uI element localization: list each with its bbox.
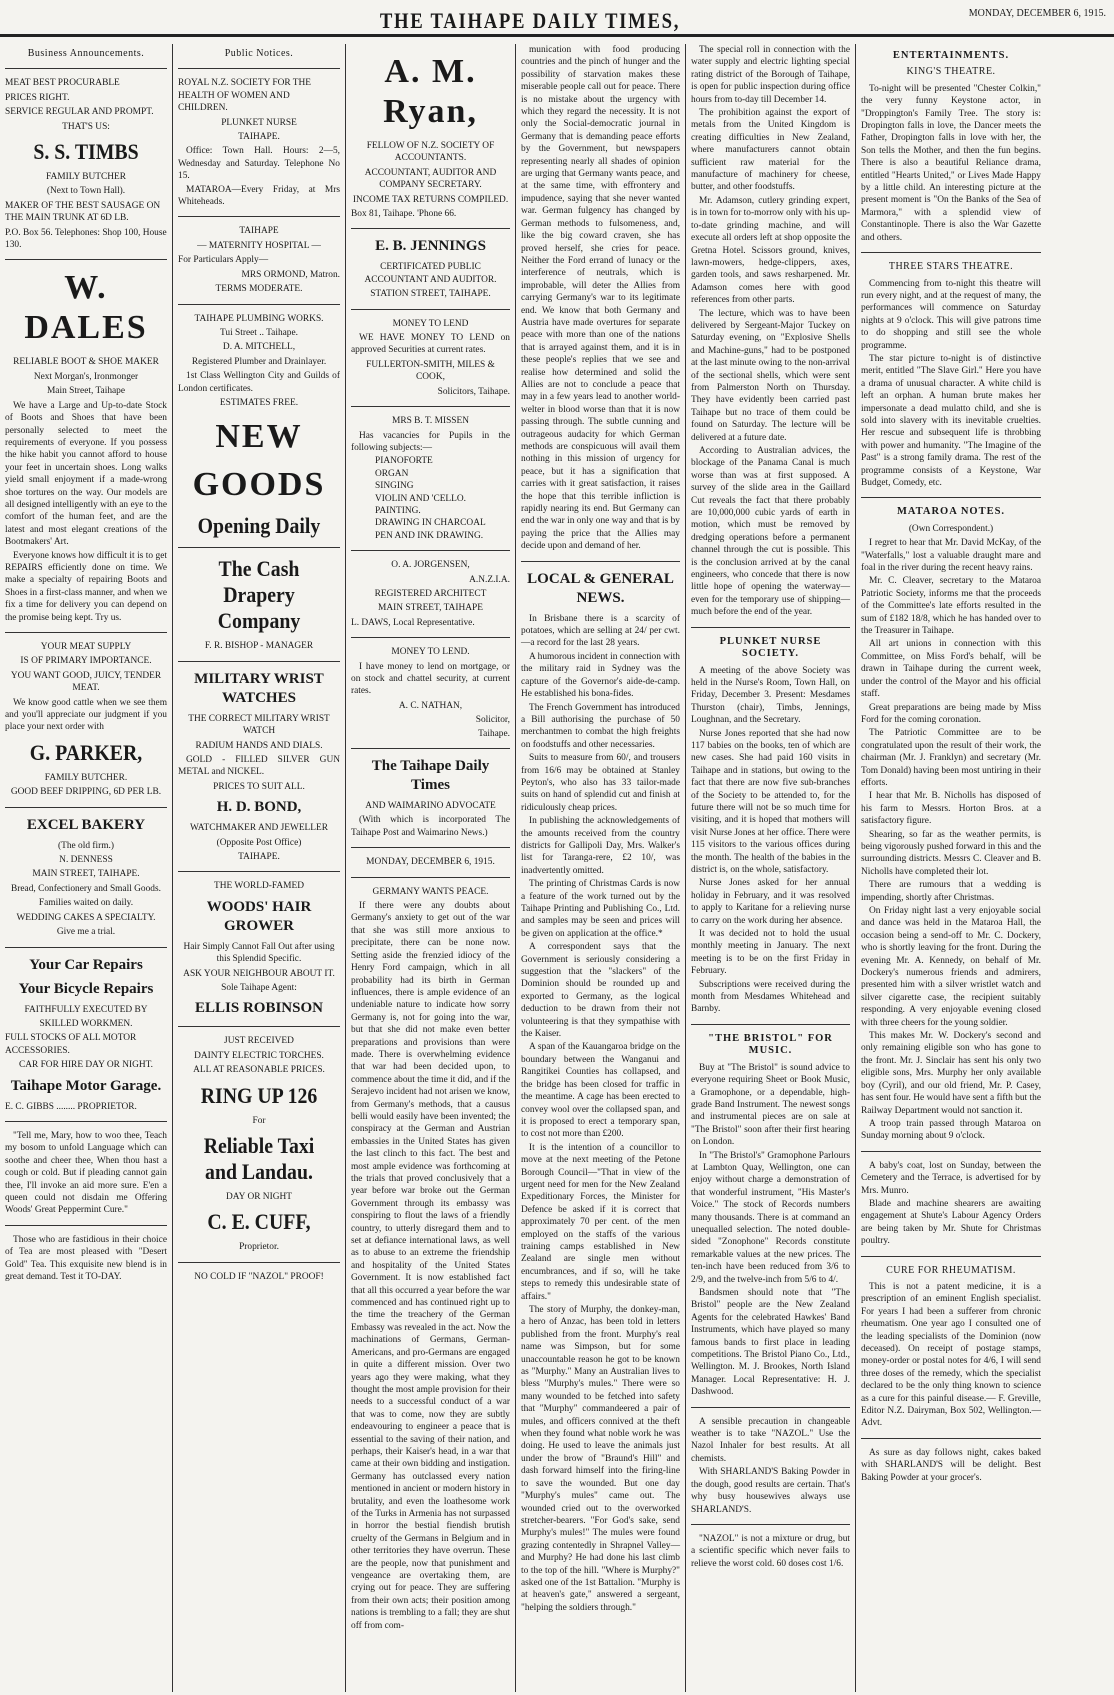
divider bbox=[5, 1225, 167, 1226]
divider bbox=[351, 637, 510, 638]
centered-line: CAR FOR HIRE DAY OR NIGHT. bbox=[18, 1060, 154, 1071]
column-4 bbox=[516, 44, 685, 1692]
text-line: P.O. Box 56. Telephones: Shop 100, House 130. bbox=[5, 227, 167, 251]
right-aligned-line: Solicitors, Taihape. bbox=[437, 386, 510, 397]
centered-line: CERTIFICATED PUBLIC ACCOUNTANT AND AUDITOR. bbox=[364, 262, 497, 285]
right-aligned-line: Solicitor, bbox=[475, 715, 510, 726]
article-paragraph: A humorous incident in connection with the military raid in Sydney was the capture of the Governor's aide-de-camp. He established his bona-fides. bbox=[521, 651, 680, 700]
centered-line: MONDAY, DECEMBER 6, 1915. bbox=[366, 857, 495, 868]
advert-large-display-text: A. M. Ryan, bbox=[383, 53, 478, 130]
centered-line: JUST RECEIVED bbox=[224, 1036, 294, 1047]
centered-line: YOUR MEAT SUPPLY bbox=[40, 642, 132, 652]
advert-display-text: Opening Daily bbox=[197, 513, 321, 539]
centered-line: Next Morgan's, Ironmonger bbox=[33, 371, 139, 382]
article-paragraph: "Tell me, Mary, how to woo thee, Teach my bosom to unfold Language which can soothe and cheer thee, When thou hast a cough or cold. But if pleading cannot gain thee, I'll invoke an aid more sure. E'en a queen could not disdain me Offering Woods' Great Peppermint Cure." bbox=[5, 1130, 167, 1216]
article-paragraph: Office: Town Hall. Hours: 2—5, Wednesday and Saturday. Telephone No 15. bbox=[178, 146, 340, 182]
centered-line: MAIN STREET, TAIHAPE. bbox=[32, 869, 140, 880]
advert-heading: Your Bicycle Repairs bbox=[18, 980, 154, 997]
centered-line: Proprietor. bbox=[239, 1242, 279, 1253]
divider bbox=[351, 877, 510, 878]
list-item: SINGING bbox=[375, 481, 414, 492]
centered-line: (The old firm.) bbox=[58, 840, 114, 851]
centered-line: IS OF PRIMARY IMPORTANCE. bbox=[20, 656, 152, 667]
article-paragraph: Nurse Jones reported that she had now 117 babies on the books, ten of which are new cases. She had paid 160 visits in Taihape and in stations, but owing to the fact that there are now five sub-branches of the Society to be attended to, for the future there will not be so much time for visiting, and it is hoped that mothers will visit Nurse Jones at her office. There were 115 visitors to the various offices during the month. The health of the babies in the district is, on the whole, satisfactory. bbox=[691, 728, 850, 875]
article-paragraph: If there were any doubts about Germany's anxiety to get out of the war that she was still more anxious to precipitate, there can be none now. Setting aside the frenzied idiocy of the Henry Ford campaign, which in all probability had its birth in German influences, there is ample evidence of an undeniable nature to indicate how sorry Germany is, not for going into the war, but that she did not make even better preparations and provisions than were made. There is overwhelming evidence that war had been decided upon, to commence about the time it did, and if the Serajevo incident had not arisen we know, from Germany's methods, that a causus belli would easily have been invented; the conspiracy at the German and Austrian embassies in the United States has given the last clinch to this fact. The best and most ample evidence was forthcoming at the trials that proved conclusively that a year before war broke out the German Government through its embassy was conspiring to flout the laws of a friendly country, to utterly disregard them and to set at defiance international laws, as well as to abuse to an extreme the friendship and hospitality of the United States Government. It is now established fact that all this occurred a year before the war commenced and has continued right up to the time the treachery of the German Embassy was revealed in the act. Now the machinations of Germans, German-Americans, and pro-Germans are engaged in quite a different mission. Over two years ago they were making, what they thought the most ample provision for their needs to a successful conduct of a war that was to come, now they are subtly endeavouring to engineer a peace that is essential to the saving of their nation, and perhaps, their Kaiser's head, in a war that came at their own bidding and instigation. Germany has outclassed every nation mentioned in ancient or modern history in brutality, and even the loathesome work of the Turks in Armenia has not surpassed in horror the bestial fiendish brutish cruelty of the Germans in Belgium and in other territories they have overrun. These are the people, now that punishment and vengeance are overtaking them, are crying out for peace. They are suffering from their own acts; their position among nations is trembling to a fall; they are shut off from com- bbox=[351, 901, 510, 1631]
centered-line: WEDDING CAKES A SPECIALTY. bbox=[16, 912, 156, 923]
issue-date: MONDAY, DECEMBER 6, 1915. bbox=[968, 8, 1106, 19]
list-item: VIOLIN AND 'CELLO. bbox=[375, 493, 466, 504]
divider bbox=[178, 1026, 340, 1027]
list-item: PEN AND INK DRAWING. bbox=[375, 530, 484, 541]
centered-line: MAIN STREET, TAIHAPE bbox=[378, 603, 483, 614]
article-paragraph: The French Government has introduced a Bill authorising the purchase of 50 merchantmen to combat the high freights on foodstuffs and other necessaries. bbox=[521, 702, 680, 750]
sub-heading: Public Notices. bbox=[224, 48, 294, 59]
centered-line: Tui Street .. Taihape. bbox=[220, 327, 298, 338]
advert-large-display-text: GOODS bbox=[192, 466, 326, 504]
text-line: For Particulars Apply— bbox=[178, 255, 269, 266]
article-paragraph: In publishing the acknowledgements of the amounts received from the country districts for Gallipoli Day, Mrs. Walker's list for Taranga-rere, £2 10/, was inadvertently omitted. bbox=[521, 816, 680, 876]
divider bbox=[861, 1256, 1041, 1257]
newspaper-title: THE TAIHAPE DAILY TIMES, bbox=[379, 8, 681, 33]
divider bbox=[5, 807, 167, 808]
article-paragraph: The printing of Christmas Cards is now a feature of the work turned out by the Taihape Printing and Publishing Co., Ltd. and samples may be seen and prices will be given on application at the office.* bbox=[521, 879, 680, 939]
divider bbox=[178, 216, 340, 217]
centered-line: (Next to Town Hall). bbox=[46, 186, 126, 197]
article-paragraph: The lecture, which was to have been delivered by Sergeant-Major Tuckey on Saturday evening, on "Explosive Shells and Machine-guns," had to be postponed at the last minute owing to the non-arrival of the sectional shells, which were sent from Palmerston North on Thursday. They have evidently been carried past Taihape but no trace of them could be found on Saturday. The lecture will be delivered at a future date. bbox=[691, 308, 850, 443]
article-paragraph: All art unions in connection with this Committee, on Miss Ford's behalf, will be drawn in Taihape during the current week, under the control of the Mayor and his official staff. bbox=[861, 639, 1041, 700]
centered-line: NO COLD IF "NAZOL" PROOF! bbox=[194, 1271, 324, 1282]
article-paragraph: (With which is incorporated The Taihape Post and Waimarino News.) bbox=[351, 815, 510, 838]
text-line: SERVICE REGULAR AND PROMPT. bbox=[5, 107, 154, 118]
divider bbox=[691, 1024, 850, 1025]
divider bbox=[5, 632, 167, 633]
article-paragraph: The Patriotic Committee are to be congratulated upon the result of their work, the chairman (Mr. J. Franklyn) and secretary (Mr. Tom Donald) having been most untiring in their efforts. bbox=[861, 728, 1041, 788]
column-5 bbox=[686, 44, 855, 1692]
centered-line: WATCHMAKER AND JEWELLER bbox=[189, 823, 328, 834]
article-paragraph: Buy at "The Bristol" is sound advice to everyone requiring Sheet or Book Music, a Gramophone, or a dependable, high-grade Band Instrument. The newest songs and instrumental pieces are on sale at "The Bristol" soon after their first hearing on London. bbox=[691, 1062, 850, 1148]
article-paragraph: I hear that Mr. B. Nicholls has disposed of his farm to Messrs. Horton Bros. at a satisfactory figure. bbox=[861, 791, 1041, 827]
sub-heading: THREE STARS THEATRE. bbox=[888, 261, 1014, 273]
divider bbox=[521, 561, 680, 562]
advert-display-text: Reliable Taxi and Landau. bbox=[203, 1133, 315, 1185]
centered-line: TAIHAPE. bbox=[238, 852, 280, 862]
advert-heading: Your Car Repairs bbox=[29, 956, 143, 973]
article-paragraph: We have a Large and Up-to-date Stock of Boots and Shoes that have been personally selected to meet the requirements of everyone. If you possess the hike habit you cannot afford to house your feet in uncertain shoes. Long walks yield small enjoyment if a made-wrong shoe tortures on the way. Our models are all designed intelligently with an eye to the comfort of the human feet, and are the latest and most elegant creations of the Bootmakers' Art. bbox=[5, 400, 167, 548]
article-paragraph: Those who are fastidious in their choice of Tea are most pleased with "Desert Gold" Tea. This exquisite new blend is in great demand. Test it TO-DAY. bbox=[5, 1234, 167, 1282]
column-3 bbox=[346, 44, 515, 1692]
article-paragraph: With SHARLAND'S Baking Powder in the dough, good results are certain. That's why busy housewives always use SHARLAND'S. bbox=[691, 1467, 850, 1515]
centered-line: A. C. NATHAN, bbox=[398, 700, 463, 711]
section-heading: MATAROA NOTES. bbox=[896, 506, 1006, 518]
advert-heading: H. D. BOND, bbox=[216, 799, 302, 816]
text-line: MAKER OF THE BEST SAUSAGE ON THE MAIN TRUNK AT 6D LB. bbox=[5, 200, 161, 224]
text-line: FULL STOCKS OF ALL MOTOR ACCESSORIES. bbox=[5, 1033, 137, 1056]
article-paragraph: Everyone knows how difficult it is to get REPAIRS efficiently done on time. We make a specialty of repairing Boots and Shoes in a first-class manner, and when we fix a time for delivery you can depend on the promise being kept. Try us. bbox=[5, 550, 167, 623]
centered-line: TAIHAPE bbox=[239, 226, 279, 237]
section-heading: ENTERTAINMENTS. bbox=[892, 50, 1010, 61]
article-paragraph: Commencing from to-night this theatre will run every night, and at the request of many, the performances will commence on Saturday nights at 9 o'clock. This will give patrons time to do shopping and still see the whole programme. bbox=[861, 278, 1041, 351]
divider bbox=[351, 847, 510, 848]
advert-display-text: C. E. CUFF, bbox=[207, 1209, 311, 1235]
centered-line: O. A. JORGENSEN, bbox=[391, 560, 470, 571]
centered-line: PLUNKET NURSE bbox=[221, 117, 297, 128]
article-paragraph: As sure as day follows night, cakes baked with SHARLAND'S will be delight. Best Baking Powder at your grocer's. bbox=[861, 1447, 1041, 1483]
divider bbox=[178, 304, 340, 305]
centered-line: YOU WANT GOOD, JUICY, TENDER MEAT. bbox=[10, 670, 162, 694]
advert-display-text: The Cash Drapery Company bbox=[217, 556, 301, 634]
article-paragraph: WE HAVE MONEY TO LEND on approved Securities at current rates. bbox=[351, 333, 510, 356]
article-paragraph: A baby's coat, lost on Sunday, between the Cemetery and the Terrace, is advertised for by Mrs. Munro. bbox=[861, 1160, 1041, 1196]
centered-line: (Opposite Post Office) bbox=[216, 837, 302, 848]
divider bbox=[691, 1407, 850, 1408]
centered-line: Sole Taihape Agent: bbox=[221, 983, 297, 994]
centered-line: FELLOW OF N.Z. SOCIETY OF ACCOUNTANTS. bbox=[366, 141, 495, 164]
text-line: MEAT BEST PROCURABLE bbox=[5, 78, 120, 89]
article-paragraph: Suits to measure from 60/, and trousers from 16/6 may be obtained at Stanley Peyton's, who also has 33 tailor-made suits on hand of splendid cut and finish at ridiculously cheap prices. bbox=[521, 753, 680, 813]
advert-heading: E. B. JENNINGS bbox=[375, 238, 486, 255]
divider bbox=[5, 1121, 167, 1122]
article-paragraph: It was decided not to hold the usual monthly meeting in January. The next meeting is to be on the first Friday in February. bbox=[691, 929, 850, 977]
advert-display-text: RING UP 126 bbox=[200, 1082, 318, 1108]
article-paragraph: The special roll in connection with the water supply and electric lighting special rating district of the Borough of Taihape, is open for public inspection during office hours from to-day till December 14. bbox=[691, 45, 850, 105]
article-paragraph: This is not a patent medicine, it is a prescription of an eminent English specialist. For years I had been a sufferer from chronic rheumatism. One year ago I consulted one of the leading specialists of the Dominion (now deceased). On receipt of postage stamps, money-order or postal notes for 4/6, I will send three doses of the remedy, which the specialist declared to be the only thing known to science as a cure for this painful disease.— F. Greville, Editor N.Z. Dairyman, Box 502, Wellington.—Advt. bbox=[861, 1281, 1041, 1429]
article-paragraph: A span of the Kauangaroa bridge on the boundary between the Wanganui and Rangitikei Counties has collapsed, and the bridge has been closed for traffic in the meantime. A cage has been erected to convey wool over the collapsed span, and it is proposed to erect a temporary span, to cost not more than £200. bbox=[521, 1042, 680, 1140]
article-paragraph: In Brisbane there is a scarcity of potatoes, which are selling at 24/ per cwt.—a record for the last 28 years. bbox=[521, 613, 680, 649]
divider bbox=[178, 68, 340, 69]
article-paragraph: According to Australian advices, the blockage of the Panama Canal is much worse than was at first supposed. A survey of the slide area in the Gaillard Cut reveals the fact that there probably are 10,000,000 cubic yards of earth in motion, which must be removed by dredging operations before a permanent channel through the cut is possible. This is the conclusion arrived at by the canal engineers, who concede that there is now little hope of opening the waterway—even for the temporary use of shipping—much before the end of the year. bbox=[691, 446, 850, 618]
article-paragraph: "NAZOL" is not a mixture or drug, but a scientific specific which never fails to relieve the worst cold. 60 doses cost 1/6. bbox=[691, 1533, 850, 1569]
article-paragraph: This makes Mr. W. Dockery's second and only remaining eligible son who has gone to the front. Mr. J. Sinclair has sent his only two eligible sons, Mrs. Murphy her only available boy (Cyril), and our old friend, Mr. P. Casey, has sent four. He would have sent a fifth but the Railway Department would not sanction it. bbox=[861, 1031, 1041, 1116]
divider bbox=[351, 309, 510, 310]
centered-line: D. A. MITCHELL, bbox=[222, 342, 296, 353]
centered-line: DAY OR NIGHT bbox=[226, 1192, 292, 1203]
divider bbox=[178, 1262, 340, 1263]
list-item: DRAWING IN CHARCOAL bbox=[375, 518, 486, 529]
centered-line: Hair Simply Cannot Fall Out after using this Splendid Specific. bbox=[183, 941, 335, 965]
centered-line: TAIHAPE PLUMBING WORKS. bbox=[194, 313, 324, 324]
divider bbox=[178, 661, 340, 662]
text-line: PRICES RIGHT. bbox=[5, 92, 70, 103]
sub-heading: KING'S THEATRE. bbox=[906, 66, 996, 78]
divider bbox=[178, 871, 340, 872]
centered-line: ACCOUNTANT, AUDITOR AND COMPANY SECRETARY. bbox=[364, 167, 497, 191]
advert-large-display-text: W. DALES bbox=[24, 269, 148, 347]
centered-line: ALL AT REASONABLE PRICES. bbox=[193, 1065, 325, 1076]
centered-line: FULLERTON-SMITH, MILES & COOK, bbox=[366, 359, 495, 383]
article-paragraph: Great preparations are being made by Miss Ford for the coming coronation. bbox=[861, 702, 1041, 725]
centered-line: MONEY TO LEND. bbox=[391, 647, 470, 658]
text-line: L. DAWS, Local Representative. bbox=[351, 617, 475, 628]
centered-line: GERMANY WANTS PEACE. bbox=[372, 886, 489, 897]
centered-line: RADIUM HANDS AND DIALS. bbox=[195, 740, 323, 751]
centered-line: REGISTERED ARCHITECT bbox=[374, 588, 487, 599]
article-paragraph: A meeting of the above Society was held in the Nurse's Room, Town Hall, on Friday, December 3. Present: Mesdames Thurston (chair), Timbs, Jennings, Loughnan, and the Secretary. bbox=[691, 665, 850, 726]
centered-line: MRS B. T. MISSEN bbox=[391, 416, 470, 427]
article-paragraph: A troop train passed through Mataroa on Sunday morning about 9 o'clock. bbox=[861, 1118, 1041, 1142]
divider bbox=[351, 550, 510, 551]
section-heading: "THE BRISTOL" FOR MUSIC. bbox=[708, 1032, 833, 1057]
article-paragraph: I have money to lend on mortgage, or on stock and chattel security, at current rates. bbox=[351, 661, 510, 697]
divider bbox=[861, 252, 1041, 253]
centered-line: THAT'S US: bbox=[62, 121, 110, 132]
centered-line: THE CORRECT MILITARY WRIST WATCH bbox=[188, 713, 330, 737]
list-item: PIANOFORTE bbox=[375, 456, 433, 467]
divider bbox=[5, 947, 167, 948]
centered-line: Families waited on daily. bbox=[38, 898, 134, 909]
centered-line: F. R. BISHOP - MANAGER bbox=[204, 641, 314, 652]
article-paragraph: We know good cattle when we see them and you'll appreciate our judgment if you place your next order with bbox=[5, 697, 167, 733]
text-line: E. C. GIBBS ........ PROPRIETOR. bbox=[5, 1101, 137, 1112]
centered-line: Bread, Confectionery and Small Goods. bbox=[11, 883, 161, 894]
advert-heading: WOODS' HAIR GROWER bbox=[206, 898, 312, 934]
sub-heading: Business Announcements. bbox=[27, 48, 145, 59]
list-item: PAINTING. bbox=[375, 505, 421, 516]
article-paragraph: Shearing, so far as the weather permits, is being vigorously pushed forward in this and the surrounding districts. Messrs C. Cleaver and B. Nicholls have completed their lot. bbox=[861, 829, 1041, 877]
divider bbox=[861, 1438, 1041, 1439]
centered-line: ASK YOUR NEIGHBOUR ABOUT IT. bbox=[183, 968, 335, 979]
article-paragraph: MATAROA—Every Friday, at Mrs Whiteheads. bbox=[178, 184, 340, 208]
article-paragraph: Nurse Jones asked for her annual holiday in February, and it was resolved to apply to Karitane for a relieving nurse to carry on the work during her absence. bbox=[691, 878, 850, 926]
right-aligned-line: Taihape. bbox=[478, 728, 510, 739]
divider bbox=[351, 406, 510, 407]
centered-line: SKILLED WORKMEN. bbox=[39, 1018, 133, 1029]
divider bbox=[351, 228, 510, 229]
masthead-rule bbox=[0, 34, 1114, 37]
article-paragraph: The star picture to-night is of distinctive merit, entitled "The Slave Girl." Here you have a drama of unusual character. A white child is left an orphan. A human brute makes her impersonate a dead mulatto child, and she is sold into slavery with its inevitable cruelties. Her rescue and subsequent life is throbbing with power and humanity. "The Imagine of the Past" is a strong family drama. The rest of the programme consists of a Keystone, War Budget, Comedy, etc. bbox=[861, 353, 1041, 488]
centered-line: DAINTY ELECTRIC TORCHES. bbox=[194, 1050, 324, 1061]
masthead bbox=[0, 0, 1114, 44]
advert-large-display-text: NEW bbox=[215, 418, 303, 456]
centered-line: ESTIMATES FREE. bbox=[219, 397, 299, 408]
divider bbox=[5, 68, 167, 69]
article-paragraph: Has vacancies for Pupils in the following subjects:— bbox=[351, 430, 510, 453]
centered-line: For bbox=[252, 1115, 266, 1126]
right-aligned-line: MRS ORMOND, Matron. bbox=[241, 269, 340, 280]
divider bbox=[5, 259, 167, 260]
text-line: ROYAL N.Z. SOCIETY FOR THE HEALTH OF WOMEN AND CHILDREN. bbox=[178, 78, 311, 114]
centered-line: PRICES TO SUIT ALL. bbox=[213, 781, 305, 792]
centered-line: (Own Correspondent.) bbox=[908, 523, 994, 534]
divider bbox=[178, 547, 340, 548]
advert-heading: Taihape Motor Garage. bbox=[10, 1077, 162, 1094]
divider bbox=[861, 1151, 1041, 1152]
advert-heading: EXCEL BAKERY bbox=[26, 816, 146, 833]
article-paragraph: 1st Class Wellington City and Guilds of London certificates. bbox=[178, 371, 340, 394]
article-paragraph: I regret to hear that Mr. David McKay, of the "Waterfalls," lost a valuable draught mare and foal in the river during the recent heavy rains. bbox=[861, 538, 1041, 574]
column-1 bbox=[0, 44, 172, 1692]
advert-heading: LOCAL & GENERAL NEWS. bbox=[527, 570, 674, 606]
divider bbox=[691, 627, 850, 628]
article-paragraph: Mr. C. Cleaver, secretary to the Mataroa Patriotic Society, informs me that the proceeds of the Committee's late efforts resulted in the sum of £182 18/8, which he has handed over to the Treasurer in Taihape. bbox=[861, 576, 1041, 637]
article-paragraph: Mr. Adamson, cutlery grinding expert, is in town for to-morrow only with his up-to-date grinding machine, and will execute all orders left at shop opposite the Gretna Hotel. Scissors ground, knives, lawn-mowers, hedge-clippers, axes, garden tools, and saws resharpened. Mr. Adamson comes here with good references from other parts. bbox=[691, 195, 850, 306]
article-paragraph: Bandsmen should note that "The Bristol" people are the New Zealand Agents for the celebrated Hawkes' Band Instruments, which have played so many famous bands to first place in leading competitions. The Bristol Piano Co., Ltd., Wellington. M. J. Brookes, North Island Manager. Local Representative: H. J. Dashwood. bbox=[691, 1288, 850, 1398]
centered-line: FAITHFULLY EXECUTED BY bbox=[24, 1004, 148, 1015]
divider bbox=[351, 748, 510, 749]
advert-heading: The Taihape Daily Times bbox=[371, 758, 490, 794]
advert-display-text: S. S. TIMBS bbox=[33, 139, 139, 165]
sub-heading: CURE FOR RHEUMATISM. bbox=[886, 1264, 1016, 1276]
centered-line: Main Street, Taihape bbox=[46, 386, 126, 397]
list-item: ORGAN bbox=[375, 468, 409, 479]
centered-line: Give me a trial. bbox=[56, 927, 116, 938]
centered-line: GOOD BEEF DRIPPING, 6D PER LB. bbox=[10, 787, 162, 798]
article-paragraph: It is the intention of a councillor to move at the next meeting of the Petone Borough Council—"That in view of the urgent need for men for the New Zealand Expeditionary Forces, the Minister for Defence be asked if it is correct that approximately 70 per cent. of the men employed on the staffs of the various training camps established in New Zealand are single men without encumbrances, and if so, will he take steps to remedy this undesirable state of affairs." bbox=[521, 1142, 680, 1302]
centered-line: TAIHAPE. bbox=[238, 132, 280, 143]
centered-line: MONEY TO LEND bbox=[392, 318, 469, 329]
centered-line: FAMILY BUTCHER bbox=[45, 172, 127, 183]
centered-line: AND WAIMARINO ADVOCATE bbox=[365, 801, 496, 812]
column-2 bbox=[173, 44, 345, 1692]
centered-line: STATION STREET, TAIHAPE. bbox=[370, 289, 491, 300]
divider bbox=[861, 497, 1041, 498]
divider bbox=[691, 1524, 850, 1525]
advert-display-text: G. PARKER, bbox=[29, 739, 143, 765]
centered-line: RELIABLE BOOT & SHOE MAKER bbox=[13, 357, 159, 368]
centered-line: INCOME TAX RETURNS COMPILED. bbox=[352, 194, 509, 205]
section-heading: PLUNKET NURSE SOCIETY. bbox=[719, 635, 822, 660]
article-paragraph: The prohibition against the export of metals from the United Kingdom is creating difficulties in New Zealand, where manufacturers cannot obtain sufficient raw material for the manufacture of machinery for cheese, butter, and other foodstuffs. bbox=[691, 108, 850, 193]
advert-heading: MILITARY WRIST WATCHES bbox=[194, 670, 324, 706]
centered-line: N. DENNESS bbox=[59, 855, 113, 866]
article-paragraph: munication with food producing countries and the pinch of hunger and the possibility of starvation makes these miserable people call out for peace. There is no mistake about the urgency with which they regard the necessity. It is not only the Social-democratic journal in Germany that is demanding peace efforts by the Government, but newspapers representing nearly all shades of opinion are urging that Germany wants peace, and at the same time, with effrontery and impudence, saying that she never wanted war. German fulgency has changed by German methods to fulsomeness, and, like the big coward craven, she has proved herself, she cries for peace. Neither the Ford errand of lunacy or the interference of neutrals, which is improbable, will deter the Allies from carrying Germany's war to its legitimate end. We know that both Germany and Austria have made overtures for separate peace with more than one of the nations that is arrayed against them, and it is in these people's replies that we see and realise how determined and solid the Allies are not to conclude a peace that may in a few years lead to another world-welter in blood worse than that it is now passing through. The subtle cunning and outrageous audacity for which German methods are conspicuous will avail them nothing in this mission of urgency for peace, but it has a signification that carries with it great satisfaction, it raises the hope that this terrible infliction is rapidly nearing its end. But Germany can end the war in only one way and that is by paying the price that the Allies may decide upon and demand of her. bbox=[521, 45, 680, 552]
text-line: Box 81, Taihape. 'Phone 66. bbox=[351, 209, 457, 220]
column-6 bbox=[856, 44, 1046, 1692]
article-paragraph: The story of Murphy, the donkey-man, a hero of Anzac, has been told in letters published from the front. Murphy's real name was Simpson, but for some unaccountable reason he got to be known as "Murphy." Many an Australian lives to bless "Murphy's mules." There were so many wounded to be fetched into safety that "Murphy" commandeered a pair of mules, and officers connived at the theft when they found what noble work he was doing. He used to leave the animals just under the brow of "Braund's Hill" and dash forward himself into the firing-line to save the wounded. But one day "Murphy's mules" came out. The wounded cried out to the overworked stretcher-bearers. "For God's sake, send Murphy's mules!" The mules were found grazing contentedly in Shrapnel Valley—and Murphy? He had done his last climb to the top of the hill. "Where is Murphy?" asked one of the 1st Battalion. "Murphy is at heaven's gate," answered a sergeant, "helping the soldiers through." bbox=[521, 1305, 680, 1613]
article-paragraph: Subscriptions were received during the month from Mesdames Whitehead and Barnby. bbox=[691, 979, 850, 1015]
centered-line: Registered Plumber and Drainlayer. bbox=[191, 356, 327, 367]
article-paragraph: A sensible precaution in changeable weather is to take "NAZOL." Use the Nazol Inhaler for best results. At all chemists. bbox=[691, 1416, 850, 1464]
article-paragraph: On Friday night last a very enjoyable social and dance was held in the Mataroa Hall, the occasion being a send-off to Mr. C. Dockery, who is shortly leaving for the front. During the evening Mr. A. Kennedy, on behalf of Mr. Dockery's numerous friends and admirers, presented him with a silver wristlet watch and silver cigarette case, the recipient suitably responding. A very enjoyable evening closed with three cheers for the young soldier. bbox=[861, 906, 1041, 1028]
article-paragraph: A correspondent says that the Government is seriously considering a suggestion that the "slackers" of the Dominion should be rounded up and exported to Germany, as the logical deduction to be drawn from their not volunteering is that they sympathise with the Kaiser. bbox=[521, 942, 680, 1040]
centered-line: TERMS MODERATE. bbox=[215, 284, 303, 295]
article-paragraph: In "The Bristol's" Gramophone Parlours at Lambton Quay, Wellington, one can enjoy without charge a demonstration of that wonderful instrument, "His Master's Voice." The stock of Records numbers many thousands. There is at command an unequalled selection. The noted double-sided "Zonophone" Records constitute remarkable values at the new prices. The ten-inch have been reduced from 3/6 to 2/9, and the twelve-inch from 5/6 to 4/. bbox=[691, 1150, 850, 1285]
centered-line: — MATERNITY HOSPITAL — bbox=[197, 240, 321, 251]
right-aligned-line: A.N.Z.I.A. bbox=[469, 574, 510, 585]
article-paragraph: GOLD - FILLED SILVER GUN METAL and NICKEL. bbox=[178, 754, 340, 778]
advert-heading: ELLIS ROBINSON bbox=[195, 1000, 323, 1017]
centered-line: FAMILY BUTCHER. bbox=[44, 772, 128, 783]
article-paragraph: There are rumours that a wedding is impending, shortly after Christmas. bbox=[861, 880, 1041, 903]
article-paragraph: To-night will be presented "Chester Colkin," the very funny Keystone actor, in "Droppington's Family Tree. The story is: Dropington falls in love, the Dancer meets the Father, Dropington falls in love with her, the Son tells the Mother, and then the fun begins. There is also a beautiful Reliance drama, entitled "Hearts United," or Lives Made Happy by a little child. An interesting picture at the present moment is "On the Banks of the Sea of Marmora," with a splendid view of Constantinople. There is also the War Gazette and others. bbox=[861, 83, 1041, 243]
article-paragraph: Blade and machine shearers are awaiting engagement at Shute's Labour Agency Orders are being taken by Mr. Shute for Christmas poultry. bbox=[861, 1198, 1041, 1247]
centered-line: THE WORLD-FAMED bbox=[213, 881, 304, 892]
